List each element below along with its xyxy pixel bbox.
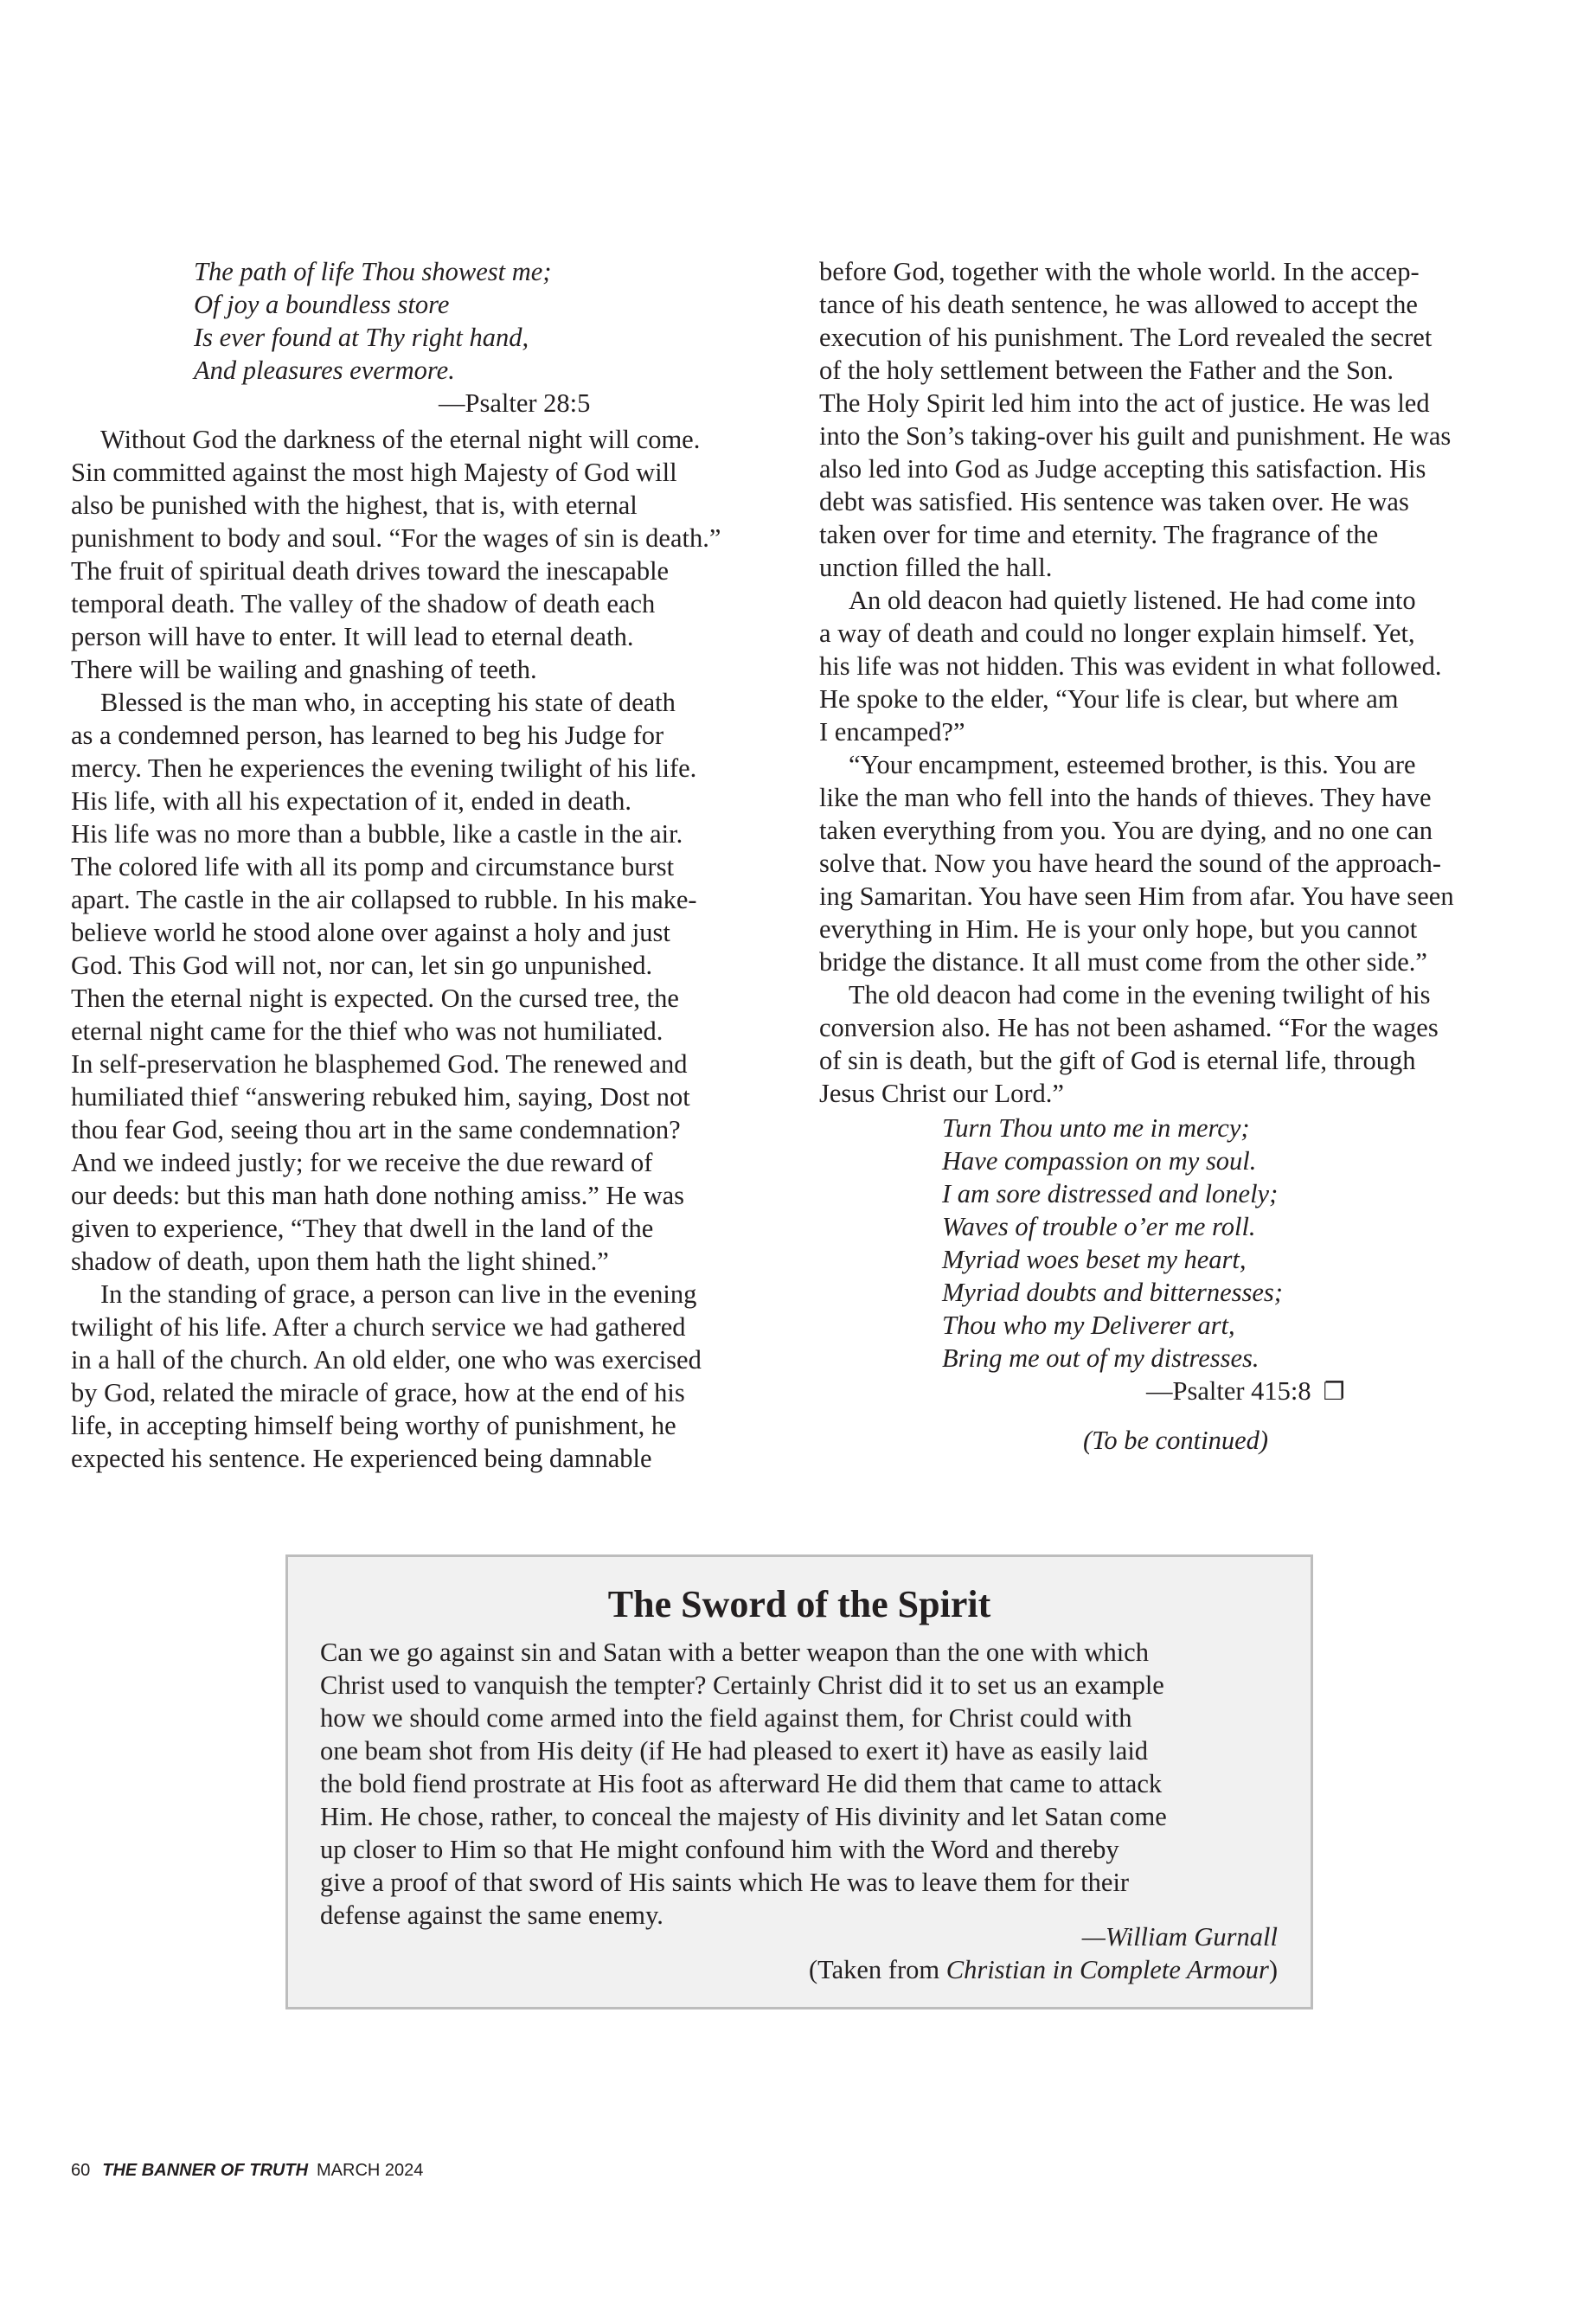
text-line: God. This God will not, nor can, let sin go unpunished. [71,951,653,980]
end-mark-icon: ❐ [1323,1377,1345,1406]
text-line: in a hall of the church. An old elder, one who was exercised [71,1345,702,1375]
text-line: Then the eternal night is expected. On the cursed tree, the [71,984,679,1013]
sidebar-title: The Sword of the Spirit [607,1583,991,1625]
text-line: Blessed is the man who, in accepting his state of death [100,688,676,717]
paragraph [819,748,1537,978]
text-line: temporal death. The valley of the shadow of death each [71,589,656,619]
verse-line: And pleasures evermore. [194,356,455,385]
verse-citation: —Psalter 28:5 [439,388,591,418]
text-line: punishment to body and soul. “For the wages of sin is death.” [71,523,721,553]
text-line: “Your encampment, esteemed brother, is this. You are [849,750,1416,779]
text-line: In self-preservation he blasphemed God. The renewed and [71,1049,688,1079]
text-line: our deeds: but this man hath done nothing amiss.” He was [71,1181,685,1210]
text-line: the bold fiend prostrate at His foot as afterward He did them that came to attack [320,1769,1163,1798]
verse-line: Is ever found at Thy right hand, [194,323,529,352]
paragraph [819,255,1537,584]
text-line: life, in accepting himself being worthy of punishment, he [71,1411,676,1440]
text-line: given to experience, “They that dwell in the land of the [71,1214,654,1243]
text-line: Without God the darkness of the eternal night will come. [100,425,701,454]
publication-name: THE BANNER OF TRUTH [102,2161,309,2180]
paragraph [71,423,789,686]
text-line: defense against the same enemy. [320,1900,663,1930]
text-line: An old deacon had quietly listened. He had come into [849,586,1416,615]
text-line: I encamped?” [819,717,965,747]
text-line: believe world he stood alone over against a holy and just [71,918,670,947]
source-prefix: (Taken from [808,1955,946,1984]
verse-line: I am sore distressed and lonely; [942,1179,1279,1208]
text-line: Sin committed against the most high Majesty of God will [71,458,677,487]
text-line: humiliated thief “answering rebuked him, saying, Dost not [71,1082,690,1112]
verse-line: Have compassion on my soul. [942,1146,1257,1176]
text-line: His life was no more than a bubble, like a castle in the air. [71,819,683,849]
text-line: tance of his death sentence, he was allowed to accept the [819,290,1418,319]
text-line: shadow of death, upon them hath the light shined.” [71,1247,609,1276]
text-line: Jesus Christ our Lord.” [819,1079,1064,1108]
text-line: execution of his punishment. The Lord revealed the secret [819,323,1433,352]
sidebar-box [285,1554,1313,2009]
verse-line: Myriad woes beset my heart, [942,1245,1247,1274]
text-line: how we should come armed into the field against them, for Christ could with [320,1703,1132,1733]
verse-line: The path of life Thou showest me; [194,257,552,286]
text-line: solve that. Now you have heard the sound of the approach- [819,849,1442,878]
paragraph [71,686,789,1278]
verse-line: Turn Thou unto me in mercy; [942,1113,1250,1143]
text-line: of the holy settlement between the Father and the Son. [819,356,1394,385]
text-line: The fruit of spiritual death drives toward the inescapable [71,556,670,586]
verse-line: Waves of trouble o’er me roll. [942,1212,1256,1241]
sidebar-attribution [809,1920,1278,1986]
source-title: Christian in Complete Armour [945,1955,1269,1984]
text-line: expected his sentence. He experienced being damnable [71,1444,652,1473]
text-line: a way of death and could no longer explain himself. Yet, [819,619,1415,648]
text-line: In the standing of grace, a person can live in the evening [100,1279,697,1309]
text-line: taken everything from you. You are dying, and no one can [819,816,1433,845]
text-line: The colored life with all its pomp and circumstance burst [71,852,675,881]
paragraph [819,584,1537,748]
text-line: He spoke to the elder, “Your life is clear, but where am [819,684,1399,714]
text-line: conversion also. He has not been ashamed. “For the wages [819,1013,1439,1042]
text-line: also be punished with the highest, that is, with eternal [71,490,638,520]
text-line: taken over for time and eternity. The fragrance of the [819,520,1379,549]
sidebar-source [809,1953,1278,1986]
text-line: ing Samaritan. You have seen Him from afar. You have seen [819,881,1454,911]
text-line: one beam shot from His deity (if He had pleased to exert it) have as easily laid [320,1736,1149,1766]
text-line: There will be wailing and gnashing of teeth. [71,655,537,684]
text-line: Christ used to vanquish the tempter? Certainly Christ did it to set us an example [320,1670,1164,1700]
text-line: as a condemned person, has learned to beg his Judge for [71,721,664,750]
text-line: before God, together with the whole world. In the accep- [819,257,1420,286]
text-line: bridge the distance. It all must come from the other side.” [819,947,1427,977]
left-column [71,255,789,1475]
text-line: eternal night came for the thief who was not humiliated. [71,1016,663,1046]
text-line: into the Son’s taking-over his guilt and punishment. He was [819,421,1452,451]
text-line: by God, related the miracle of grace, how at the end of his [71,1378,685,1407]
text-line: apart. The castle in the air collapsed to rubble. In his make- [71,885,697,914]
issue-date: MARCH 2024 [317,2161,424,2180]
verse-line: Of joy a boundless store [194,290,450,319]
to-be-continued: (To be continued) [1083,1426,1269,1455]
text-line: unction filled the hall. [819,553,1053,582]
paragraph [71,1278,789,1475]
text-line: like the man who fell into the hands of thieves. They have [819,783,1432,812]
paragraph [819,978,1537,1110]
verse-citation: —Psalter 415:8 [1146,1376,1311,1406]
verse-line: Myriad doubts and bitternesses; [942,1278,1283,1307]
text-line: his life was not hidden. This was evident in what followed. [819,651,1442,681]
verse-bottom [942,1112,1537,1375]
text-line: up closer to Him so that He might confound him with the Word and thereby [320,1835,1119,1864]
text-line: Can we go against sin and Satan with a better weapon than the one with which [320,1638,1149,1667]
verse-line: Thou who my Deliverer art, [942,1311,1235,1340]
text-line: person will have to enter. It will lead to eternal death. [71,622,634,651]
sidebar-body [320,1636,1280,1932]
verse-top [194,255,789,387]
text-line: twilight of his life. After a church service we had gathered [71,1312,686,1342]
text-line: give a proof of that sword of His saints which He was to leave them for their [320,1868,1130,1897]
text-line: debt was satisfied. His sentence was taken over. He was [819,487,1409,516]
text-line: His life, with all his expectation of it, ended in death. [71,786,631,816]
verse-line: Bring me out of my distresses. [942,1343,1259,1373]
text-line: also led into God as Judge accepting this satisfaction. His [819,454,1426,484]
text-line: The old deacon had come in the evening twilight of his [849,980,1431,1009]
text-line: Him. He chose, rather, to conceal the majesty of His divinity and let Satan come [320,1802,1167,1831]
source-suffix: ) [1268,1955,1278,1984]
verse-citation-row [1146,1375,1537,1408]
text-line: thou fear God, seeing thou art in the same condemnation? [71,1115,681,1144]
text-line: The Holy Spirit led him into the act of justice. He was led [819,388,1430,418]
text-line: everything in Him. He is your only hope, but you cannot [819,914,1418,944]
text-line: of sin is death, but the gift of God is eternal life, through [819,1046,1416,1075]
sidebar-author: —William Gurnall [1081,1922,1278,1952]
page-footer [71,2161,423,2181]
page-number: 60 [71,2161,91,2180]
right-column [819,255,1537,1457]
text-line: And we indeed justly; for we receive the due reward of [71,1148,653,1177]
text-line: mercy. Then he experiences the evening twilight of his life. [71,753,697,783]
